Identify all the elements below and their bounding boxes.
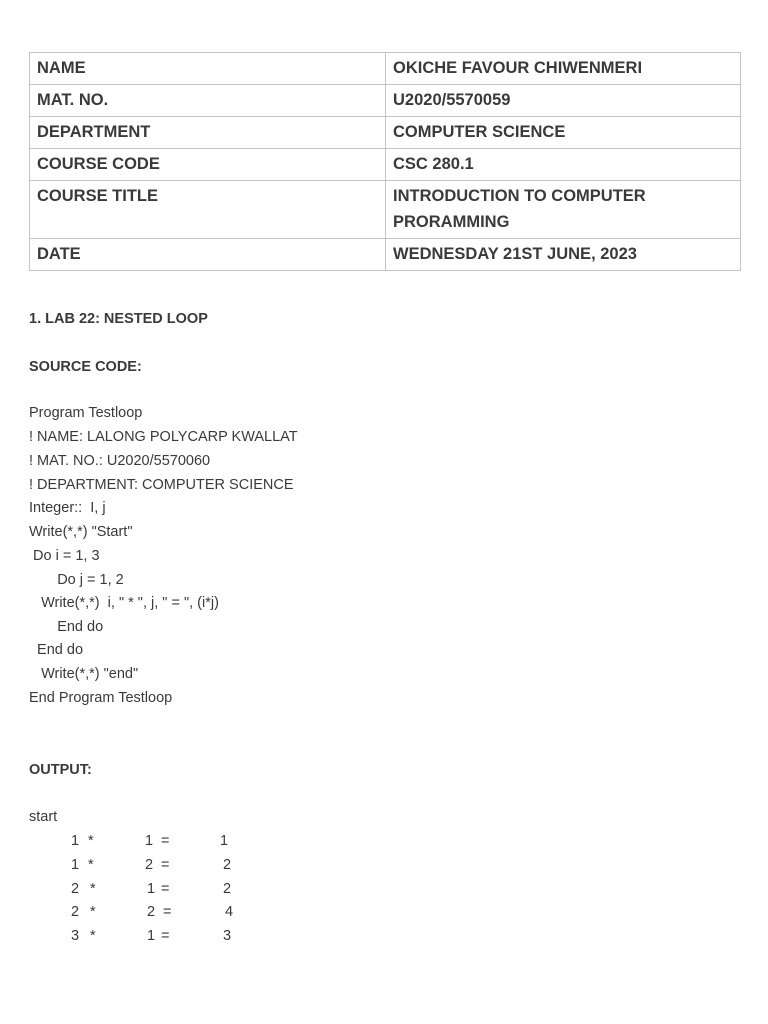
output-equals: = — [161, 928, 170, 944]
code-line: Write(*,*) "end" — [29, 666, 139, 682]
student-info-table — [29, 52, 741, 271]
output-j: 1 — [145, 833, 154, 849]
code-line: Program Testloop — [29, 405, 143, 421]
info-value: CSC 280.1 — [386, 149, 741, 181]
output-star: * — [90, 881, 96, 897]
output-i: 1 — [71, 833, 80, 849]
info-row-mat-no — [30, 85, 741, 117]
code-line: End do — [29, 619, 104, 635]
code-line: ! NAME: LALONG POLYCARP KWALLAT — [29, 429, 298, 445]
code-line: Do j = 1, 2 — [29, 572, 124, 588]
info-label: NAME — [30, 53, 386, 85]
output-j: 2 — [145, 857, 154, 873]
info-row-course-title — [30, 181, 741, 239]
info-row-course-code — [30, 149, 741, 181]
info-value: COMPUTER SCIENCE — [386, 117, 741, 149]
code-line: Write(*,*) "Start" — [29, 524, 133, 540]
output-i: 2 — [71, 881, 80, 897]
output-start-line: start — [29, 809, 58, 825]
info-label: DEPARTMENT — [30, 117, 386, 149]
output-j: 1 — [147, 881, 156, 897]
output-i: 2 — [71, 904, 80, 920]
output-star: * — [90, 928, 96, 944]
output-result: 3 — [223, 928, 232, 944]
output-equals: = — [161, 833, 170, 849]
code-line: End do — [29, 642, 84, 658]
info-row-date — [30, 239, 741, 271]
code-line: ! MAT. NO.: U2020/5570060 — [29, 453, 211, 469]
info-value: INTRODUCTION TO COMPUTER PRORAMMING — [386, 181, 741, 239]
info-row-name — [30, 53, 741, 85]
info-label: COURSE CODE — [30, 149, 386, 181]
source-code-heading: SOURCE CODE: — [29, 359, 142, 375]
output-equals: = — [163, 904, 172, 920]
output-j: 1 — [147, 928, 156, 944]
code-line: Write(*,*) i, " * ", j, " = ", (i*j) — [29, 595, 219, 611]
output-equals: = — [161, 881, 170, 897]
info-value: WEDNESDAY 21ST JUNE, 2023 — [386, 239, 741, 271]
info-value: OKICHE FAVOUR CHIWENMERI — [386, 53, 741, 85]
info-label: COURSE TITLE — [30, 181, 386, 239]
code-line: Do i = 1, 3 — [29, 548, 100, 564]
output-equals: = — [161, 857, 170, 873]
lab-heading: 1. LAB 22: NESTED LOOP — [29, 311, 208, 327]
output-star: * — [90, 904, 96, 920]
output-star: * — [88, 857, 94, 873]
output-i: 3 — [71, 928, 80, 944]
output-result: 2 — [223, 857, 232, 873]
output-j: 2 — [147, 904, 156, 920]
code-line: End Program Testloop — [29, 690, 173, 706]
output-heading: OUTPUT: — [29, 762, 92, 778]
output-i: 1 — [71, 857, 80, 873]
info-row-department — [30, 117, 741, 149]
code-line: Integer:: I, j — [29, 500, 106, 516]
info-label: MAT. NO. — [30, 85, 386, 117]
info-label: DATE — [30, 239, 386, 271]
output-result: 2 — [223, 881, 232, 897]
info-value: U2020/5570059 — [386, 85, 741, 117]
code-line: ! DEPARTMENT: COMPUTER SCIENCE — [29, 477, 294, 493]
output-result: 4 — [225, 904, 234, 920]
output-result: 1 — [220, 833, 229, 849]
output-star: * — [88, 833, 94, 849]
